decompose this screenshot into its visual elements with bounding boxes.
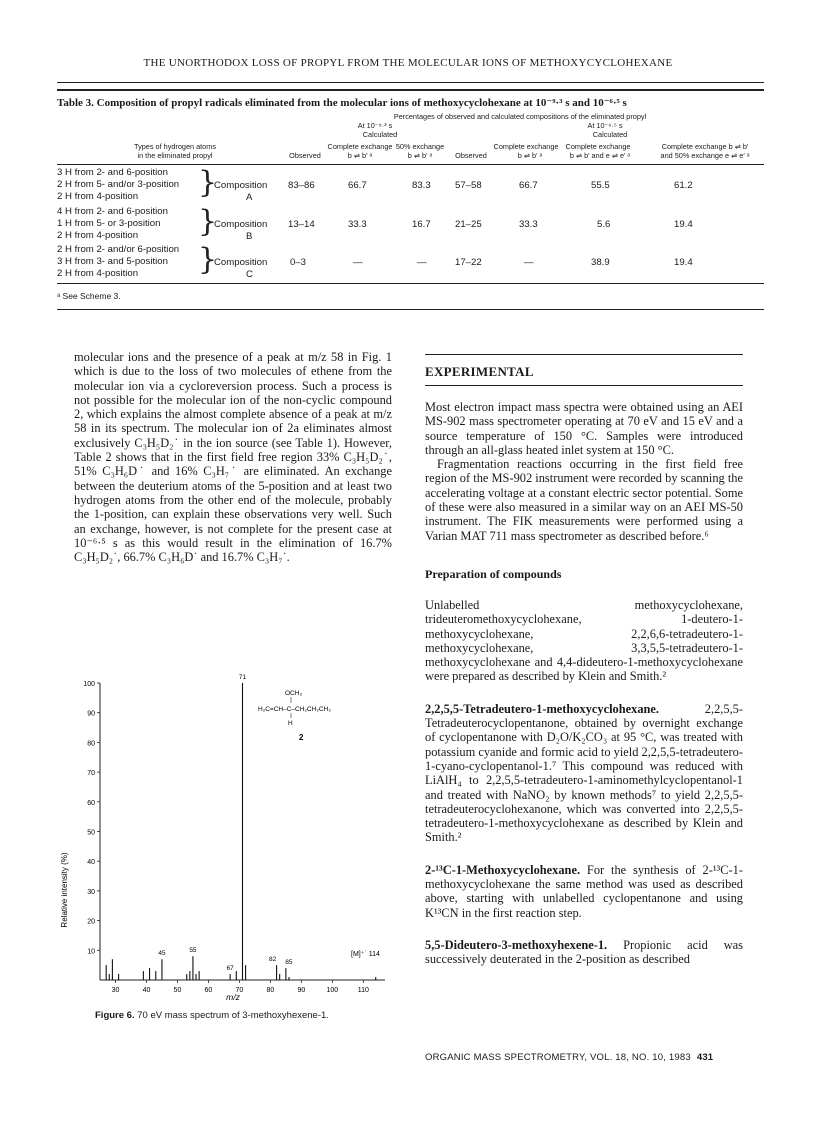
- calculated-value: 33.3: [348, 219, 367, 230]
- structure-formula: [258, 690, 331, 742]
- calculated-value: 66.7: [348, 180, 367, 191]
- peak-label: 85: [285, 959, 293, 967]
- synthesis-body: 2,2,5,5-Tetradeuterocyclopentanone, obtained by overnight exchange of cyclopentanone with D₂O/K₂CO₃ at 95 °C, was treated with potassium cyanide and formic acid to yield 2,2,5,5-tetradeutero-1-cyano-cyclopentanol-1.⁷ This compound was reduced with LiAlH₄ to 2,2,5,5-tetradeutero-1-aminomethylcyclopentanol-1 and treated with NaNO₂ by known methods⁷ to yield 2,2,5,5-tetradeuterocyclohexanone, which was converted into 2,2,5,5-tetradeutero-1-methoxycyclohexane as described by Klein and Smith.²: [425, 701, 743, 845]
- table-header-sub-bb3: b ⇌ b′ ᵃ: [517, 151, 543, 160]
- observed-value: 17–22: [455, 257, 482, 268]
- calculated-value: —: [524, 257, 534, 268]
- hydrogen-type-line: 2 H from 5- and/or 3-position: [57, 179, 180, 190]
- experimental-heading: EXPERIMENTAL: [425, 364, 534, 379]
- synthesis-3: [425, 938, 743, 967]
- calculated-value: 38.9: [591, 257, 610, 268]
- chart-peaks: [106, 674, 376, 980]
- table-caption: Table 3. Composition of propyl radicals eliminated from the molecular ions of methoxycyclohexane at 10⁻⁹·³ s and 10⁻⁶·⁵ s: [57, 97, 627, 109]
- composition-letter: B: [246, 231, 253, 242]
- brace: }: [198, 165, 218, 200]
- compound-number: 2: [299, 733, 304, 742]
- calculated-value: 55.5: [591, 180, 610, 191]
- table-header-observed-b: Observed: [455, 151, 487, 160]
- experimental-text: [425, 400, 743, 543]
- molecular-ion-label: [M]⁺˙ 114: [351, 951, 380, 958]
- hydrogen-type-line: 3 H from 2- and 6-position: [57, 167, 168, 178]
- peak-label: 55: [189, 947, 197, 955]
- paragraph: Most electron impact mass spectra were obtained using an AEI MS-902 mass spectrometer operating at 70 eV and 15 eV and a source temperature of 150 °C. Samples were introduced through an all-glass heated inlet system at 150 °C.: [425, 400, 743, 457]
- y-tick-label: 70: [87, 770, 95, 778]
- x-tick-label: 70: [235, 987, 244, 994]
- composition-label: Composition: [214, 219, 268, 230]
- calculated-value: 19.4: [674, 257, 693, 268]
- table-bottom-rule: [57, 283, 764, 284]
- heading-rule-top: [425, 354, 743, 355]
- table-end-rule: [57, 309, 764, 310]
- x-tick-label: 110: [357, 987, 369, 994]
- mass-spectrum-chart: [55, 660, 400, 1005]
- composition-label: Composition: [214, 257, 268, 268]
- peak-label: 45: [158, 950, 166, 958]
- y-tick-label: 90: [87, 710, 95, 718]
- x-tick-label: 100: [326, 987, 339, 994]
- table-header-span: Percentages of observed and calculated compositions of the eliminated propyl: [393, 112, 647, 121]
- y-tick-label: 60: [87, 799, 95, 807]
- page-number: 431: [696, 1052, 714, 1063]
- hydrogen-type-line: 1 H from 5- or 3-position: [57, 218, 161, 229]
- table-header-calculated-a: Calculated: [362, 130, 398, 139]
- y-tick-label: 20: [87, 918, 95, 926]
- table-header-sub-bb: b ⇌ b′ ᵃ: [347, 151, 373, 160]
- calculated-value: —: [417, 257, 427, 268]
- observed-value: 13–14: [288, 219, 315, 230]
- synthesis-title: 2,2,5,5-Tetradeutero-1-methoxycyclohexane.: [425, 701, 659, 716]
- structure-h: H: [288, 720, 293, 727]
- calculated-value: 61.2: [674, 180, 693, 191]
- calculated-value: 66.7: [519, 180, 538, 191]
- y-tick-label: 100: [83, 681, 95, 688]
- calculated-value: 16.7: [412, 219, 431, 230]
- page-footer: [425, 1052, 713, 1063]
- prep-heading: Preparation of compounds: [425, 566, 562, 581]
- y-tick-label: 40: [87, 859, 95, 867]
- table-header-types-2: in the eliminated propyl: [137, 151, 213, 160]
- figure-caption-text: 70 eV mass spectrum of 3-methoxyhexene-1.: [137, 1010, 329, 1021]
- x-tick-label: 80: [266, 987, 275, 994]
- running-head: THE UNORTHODOX LOSS OF PROPYL FROM THE MOLECULAR IONS OF METHOXYCYCLOHEXANE: [143, 57, 673, 69]
- observed-value: 83–86: [288, 180, 315, 191]
- y-tick-label: 10: [87, 948, 95, 956]
- table-header-complete-exchange-b: Complete exchange: [493, 142, 559, 151]
- hydrogen-type-line: 2 H from 4-position: [57, 191, 139, 202]
- hydrogen-type-line: 2 H from 4-position: [57, 230, 139, 241]
- header-rule: [57, 82, 764, 83]
- table-header-rule: [57, 164, 764, 165]
- synthesis-body: Propionic acid was successively deuterated in the 2-position as described: [425, 937, 743, 967]
- table-header-fifty-exchange-d: and 50% exchange e ⇌ e′ ᵃ: [660, 151, 750, 160]
- x-axis-label: m/z: [226, 992, 240, 1002]
- table-header-complete-exchange: Complete exchange: [327, 142, 393, 151]
- hydrogen-type-line: 3 H from 3- and 5-position: [57, 256, 168, 267]
- calculated-value: 5.6: [597, 219, 611, 230]
- table-header-time-b: At 10⁻⁶·⁵ s: [587, 121, 623, 130]
- table-top-rule: [57, 89, 764, 91]
- synthesis-title: 2-¹³C-1-Methoxycyclohexane.: [425, 862, 581, 877]
- peak-label: 67: [226, 965, 234, 973]
- journal-info: ORGANIC MASS SPECTROMETRY, VOL. 18, NO. 10, 1983: [425, 1052, 691, 1063]
- composition-label: Composition: [214, 180, 268, 191]
- paragraph: Fragmentation reactions occurring in the first field free region of the MS-902 instrument were recorded by scanning the accelerating voltage at a constant electric sector potential. Some of these were also measured in a similar way on an AEI MS-50 instrument. The FIK measurements were performed using a Varian MAT 711 mass spectrometer as described before.⁶: [425, 457, 743, 543]
- calculated-value: 19.4: [674, 219, 693, 230]
- table-footnote: ᵃ See Scheme 3.: [57, 291, 121, 301]
- left-column-text: [74, 350, 392, 564]
- brace: }: [198, 242, 218, 277]
- x-tick-label: 30: [111, 987, 120, 994]
- paragraph: Unlabelled methoxycyclohexane, trideuteromethoxycyclohexane, 1-deutero-1-methoxycyclohexane, 2,2,6,6-tetradeutero-1-methoxycyclohexane, 3,3,5,5-tetradeutero-1-methoxycyclohexane and 4,4-dideutero-1-methoxycyclohexane were prepared as described by Klein and Smith.²: [425, 597, 743, 684]
- observed-value: 0–3: [290, 257, 307, 268]
- x-tick-label: 60: [204, 987, 213, 994]
- calculated-value: —: [353, 257, 363, 268]
- prep-text: [425, 598, 743, 684]
- figure-caption: [95, 1010, 329, 1021]
- x-tick-label: 50: [173, 987, 182, 994]
- chart-axes: [83, 681, 385, 994]
- heading-rule-bottom: [425, 385, 743, 386]
- structure-main: H₂C=CH–C–CH₂CH₂CH₃: [258, 706, 331, 713]
- peak-label: 71: [238, 674, 247, 681]
- table-header-observed-a: Observed: [289, 151, 321, 160]
- x-tick-label: 90: [297, 987, 306, 994]
- y-tick-label: 30: [87, 888, 95, 896]
- hydrogen-type-line: 2 H from 4-position: [57, 268, 139, 279]
- table-header-time-a: At 10⁻⁹·³ s: [357, 121, 393, 130]
- calculated-value: 83.3: [412, 180, 431, 191]
- paragraph: molecular ions and the presence of a peak at m/z 58 in Fig. 1 which is due to the loss of two molecules of ethene from the molecular ion via a cycloreversion process. Such a process is not possible for the molecular ion of the non-cyclic compound 2, which explains the almost complete absence of a peak at m/z 58 in its spectrum. The molecular ion of 2a eliminates almost exclusively C₃H₅D₂˙ in the ion source (see Table 1). However, Table 2 shows that in the first field free region 33% C₃H₅D₂˙, 51% C₃H₆D˙ and 16% C₃H₇˙ are eliminated. An exchange between the deuterium atoms of the 5-position and at least two hydrogen atoms from the other end of the molecule, probably the 1-position, can explain these observations very well. Such an exchange, however, is not complete for the present case at 10⁻⁶·⁵ s as this would result in the elimination of 16.7% C₃H₅D₂˙, 66.7% C₃H₆D˙ and 16.7% C₃H₇˙.: [74, 350, 392, 565]
- observed-value: 57–58: [455, 180, 482, 191]
- observed-value: 21–25: [455, 219, 482, 230]
- table-header-types-1: Types of hydrogen atoms: [134, 142, 216, 151]
- structure-och3: OCH₃: [285, 690, 303, 697]
- composition-letter: A: [246, 192, 253, 203]
- calculated-value: 33.3: [519, 219, 538, 230]
- figure-caption-label: Figure 6.: [95, 1010, 135, 1021]
- hydrogen-type-line: 4 H from 2- and 6-position: [57, 206, 168, 217]
- y-tick-label: 50: [87, 829, 95, 837]
- table-header-sub-bb2: b ⇌ b′ ᵃ: [407, 151, 433, 160]
- table-header-calculated-b: Calculated: [592, 130, 628, 139]
- brace: }: [198, 204, 218, 239]
- hydrogen-type-line: 2 H from 2- and/or 6-position: [57, 244, 180, 255]
- composition-letter: C: [246, 269, 253, 280]
- synthesis-title: 5,5-Dideutero-3-methoxyhexene-1.: [425, 937, 608, 952]
- x-tick-label: 40: [142, 987, 151, 994]
- table-header-sub-bbee: b ⇌ b′ and e ⇌ e′ ᵃ: [569, 151, 631, 160]
- synthesis-2: [425, 863, 743, 920]
- synthesis-1: [425, 702, 743, 845]
- table-header-fifty-exchange: 50% exchange: [395, 142, 445, 151]
- y-axis-label: Relative intensity (%): [60, 852, 69, 928]
- synthesis-body: For the synthesis of 2-¹³C-1-methoxycyclohexane the same method was used as described above, starting with unlabelled cyclopentanone and using K¹³CN in the first reaction step.: [425, 862, 743, 920]
- y-tick-label: 80: [87, 740, 95, 748]
- right-column: [425, 350, 743, 967]
- peak-label: 82: [268, 956, 277, 964]
- table-header-complete-exchange-c: Complete exchange: [565, 142, 631, 151]
- table-header-complete-exchange-d: Complete exchange b ⇌ b′: [661, 142, 749, 151]
